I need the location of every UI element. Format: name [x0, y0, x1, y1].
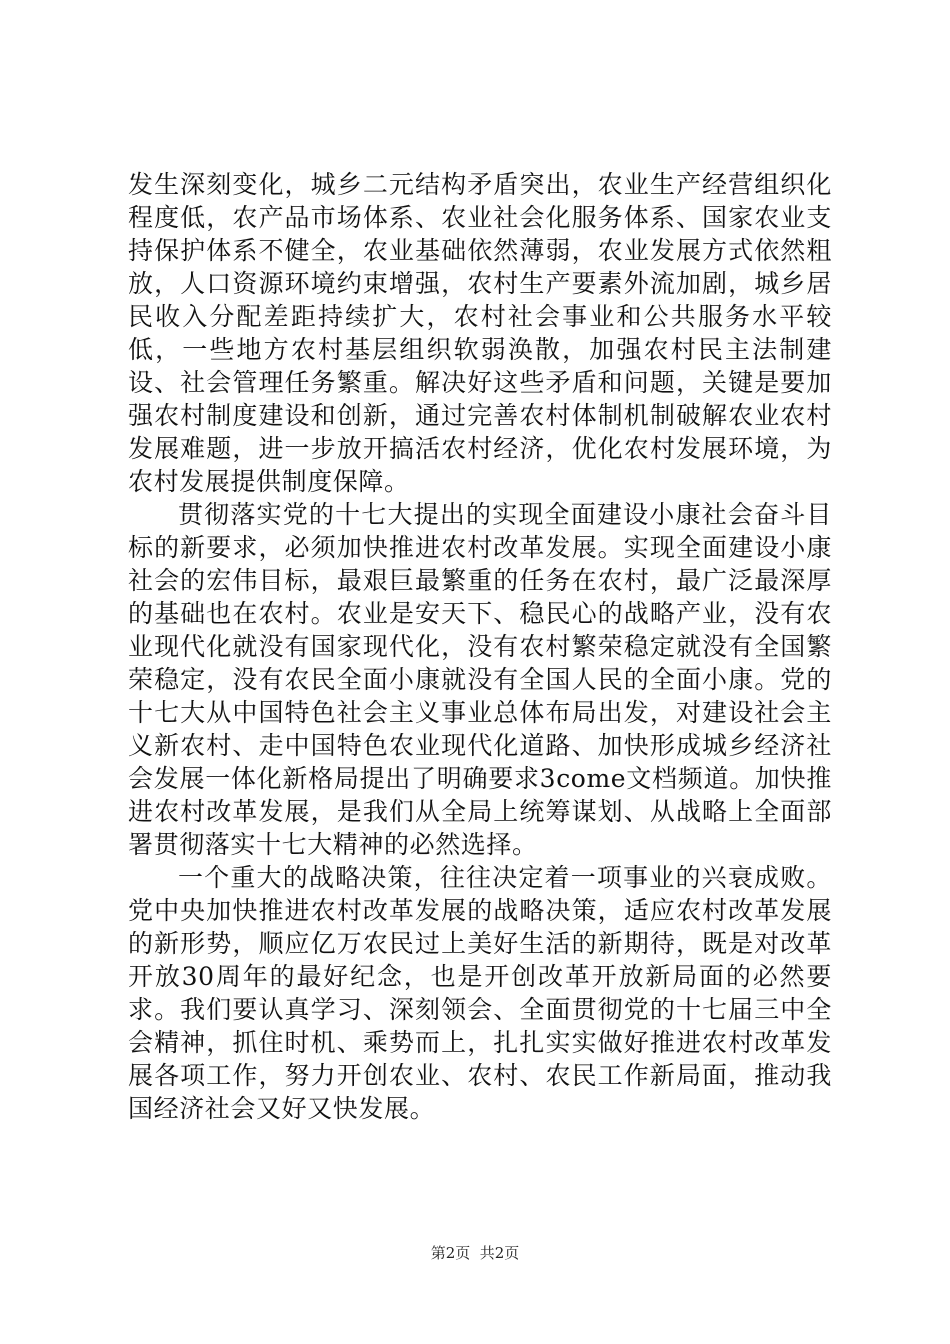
paragraph-continued: 发生深刻变化，城乡二元结构矛盾突出，农业生产经营组织化程度低，农产品市场体系、农业社会化服务体系、国家农业支持保护体系不健全，农业基础依然薄弱，农业发展方式依然粗放，人口资源环境约束增强，农村生产要素外流加剧，城乡居民收入分配差距持续扩大，农村社会事业和公共服务水平较低，一些地方农村基层组织软弱涣散，加强农村民主法制建设、社会管理任务繁重。解决好这些矛盾和问题，关键是要加强农村制度建设和创新，通过完善农村体制机制破解农业农村发展难题，进一步放开搞活农村经济，优化农村发展环境，为农村发展提供制度保障。 — [128, 170, 832, 496]
page-number-footer: 第2页 共2页 — [430, 1244, 520, 1262]
document-body — [128, 168, 832, 1125]
paragraph: 一个重大的战略决策，往往决定着一项事业的兴衰成败。党中央加快推进农村改革发展的战略决策，适应农村改革发展的新形势，顺应亿万农民过上美好生活的新期待，既是对改革开放30周年的最好纪念，也是开创改革开放新局面的必然要求。我们要认真学习、深刻领会、全面贯彻党的十七届三中全会精神，抓住时机、乘势而上，扎扎实实做好推进农村改革发展各项工作，努力开创农业、农村、农民工作新局面，推动我国经济社会又好又快发展。 — [128, 863, 832, 1123]
paragraph: 贯彻落实党的十七大提出的实现全面建设小康社会奋斗目标的新要求，必须加快推进农村改革发展。实现全面建设小康社会的宏伟目标，最艰巨最繁重的任务在农村，最广泛最深厚的基础也在农村。农业是安天下、稳民心的战略产业，没有农业现代化就没有国家现代化，没有农村繁荣稳定就没有全国繁荣稳定，没有农民全面小康就没有全国人民的全面小康。党的十七大从中国特色社会主义事业总体布局出发，对建设社会主义新农村、走中国特色农业现代化道路、加快形成城乡经济社会发展一体化新格局提出了明确要求3come文档频道。加快推进农村改革发展，是我们从全局上统筹谋划、从战略上全面部署贯彻落实十七大精神的必然选择。 — [128, 500, 832, 859]
